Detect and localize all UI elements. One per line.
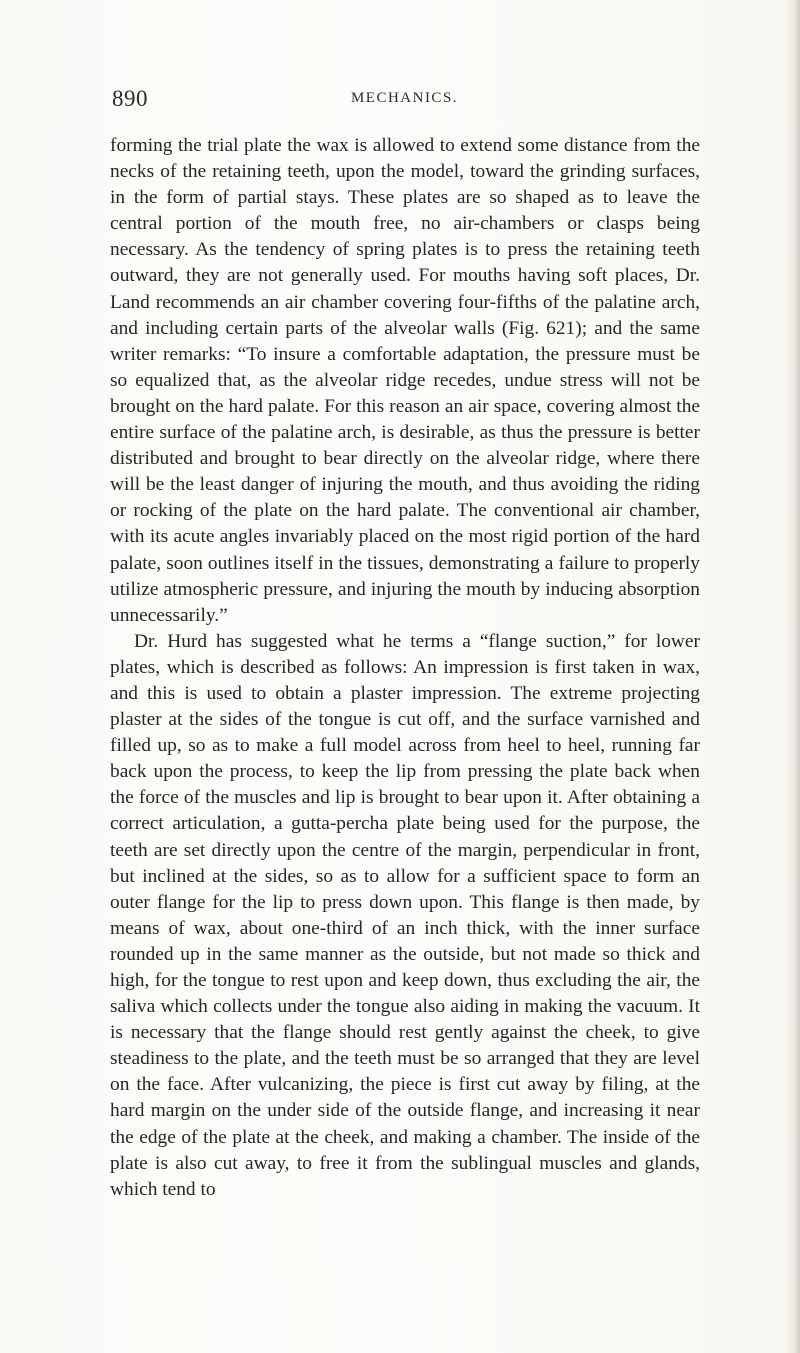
paragraph-1: forming the trial plate the wax is allowed to extend some distance from the necks of the retaining teeth, upon the model, toward the grinding surfaces, in the form of partial stays. These plates are so shaped as to leave the central portion of the mouth free, no air-chambers or clasps being necessary. As the tendency of spring plates is to press the retaining teeth outward, they are not generally used. For mouths having soft places, Dr. Land recommends an air chamber covering four-fifths of the palatine arch, and including certain parts of the alveolar walls (Fig. 621); and the same writer remarks: “To insure a comfortable adaptation, the pressure must be so equalized that, as the alveolar ridge recedes, undue stress will not be brought on the hard palate. For this reason an air space, covering almost the entire surface of the palatine arch, is desirable, as thus the pressure is better distributed and brought to bear directly on the alveolar ridge, where there will be the least danger of injuring the mouth, and thus avoiding the riding or rocking of the plate on the hard palate. The conventional air chamber, with its acute angles invariably placed on the most rigid portion of the hard palate, soon outlines itself in the tissues, demonstrating a failure to properly utilize atmospheric pressure, and injuring the mouth by inducing absorption unnecessarily.” <box>110 135 700 626</box>
page-edge-shadow <box>786 0 800 1353</box>
body-text <box>110 133 700 1203</box>
page-header <box>112 86 697 116</box>
paragraph-2: Dr. Hurd has suggested what he terms a “flange suction,” for lower plates, which is described as follows: An impression is first taken in wax, and this is used to obtain a plaster impression. The extreme projecting plaster at the sides of the tongue is cut off, and the surface varnished and filled up, so as to make a full model across from heel to heel, running far back upon the process, to keep the lip from pressing the plate back when the force of the muscles and lip is brought to bear upon it. After obtaining a correct articulation, a gutta-percha plate being used for the purpose, the teeth are set directly upon the centre of the margin, perpendicular in front, but inclined at the sides, so as to allow for a sufficient space to form an outer flange for the lip to press down upon. This flange is then made, by means of wax, about one-third of an inch thick, with the inner surface rounded up in the same manner as the outside, but not made so thick and high, for the tongue to rest upon and keep down, thus excluding the air, the saliva which collects under the tongue also aiding in making the vacuum. It is necessary that the flange should rest gently against the cheek, to give steadiness to the plate, and the teeth must be so arranged that they are level on the face. After vulcanizing, the piece is first cut away by filing, at the hard margin on the under side of the outside flange, and increasing it near the edge of the plate at the cheek, and making a chamber. The inside of the plate is also cut away, to free it from the sublingual muscles and glands, which tend to <box>110 630 700 1200</box>
page-number: 890 <box>112 86 148 111</box>
running-head: MECHANICS. <box>350 90 459 106</box>
